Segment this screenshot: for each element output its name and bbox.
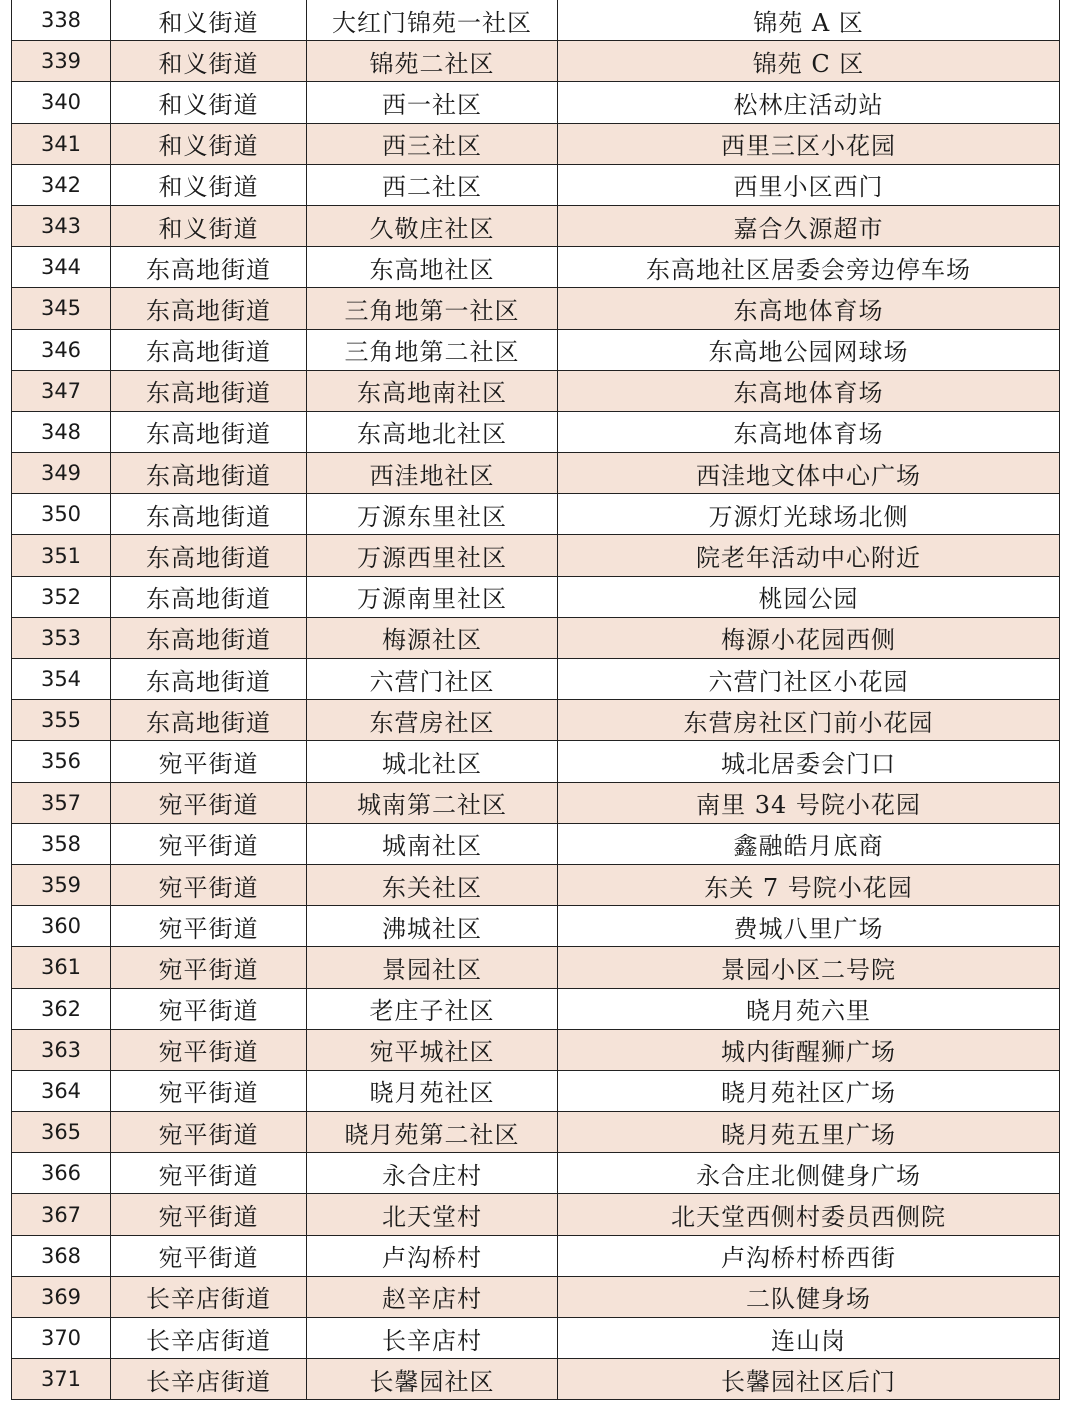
street-cell: 宛平街道 (111, 1194, 307, 1235)
community-cell: 万源东里社区 (307, 494, 558, 535)
community-cell: 锦苑二社区 (307, 41, 558, 82)
testing-sites-table-container (11, 0, 1059, 1400)
street-cell: 东高地街道 (111, 576, 307, 617)
community-cell: 宛平城社区 (307, 1029, 558, 1070)
table-row (12, 247, 1060, 288)
community-cell: 六营门社区 (307, 659, 558, 700)
row-number-cell: 349 (12, 453, 111, 494)
street-cell: 宛平街道 (111, 1235, 307, 1276)
community-cell: 沸城社区 (307, 906, 558, 947)
location-cell: 东高地体育场 (558, 370, 1060, 411)
street-cell: 东高地街道 (111, 329, 307, 370)
row-number-cell: 346 (12, 329, 111, 370)
community-cell: 长馨园社区 (307, 1359, 558, 1400)
row-number-cell: 343 (12, 205, 111, 246)
community-cell: 赵辛店村 (307, 1276, 558, 1317)
row-number-cell: 354 (12, 659, 111, 700)
location-cell: 万源灯光球场北侧 (558, 494, 1060, 535)
street-cell: 东高地街道 (111, 659, 307, 700)
table-row (12, 1276, 1060, 1317)
street-cell: 宛平街道 (111, 1153, 307, 1194)
table-row (12, 535, 1060, 576)
street-cell: 和义街道 (111, 0, 307, 41)
table-row (12, 453, 1060, 494)
table-row (12, 370, 1060, 411)
community-cell: 东关社区 (307, 864, 558, 905)
community-cell: 晓月苑第二社区 (307, 1112, 558, 1153)
street-cell: 宛平街道 (111, 782, 307, 823)
location-cell: 西洼地文体中心广场 (558, 453, 1060, 494)
table-row (12, 1029, 1060, 1070)
table-row (12, 906, 1060, 947)
row-number-cell: 366 (12, 1153, 111, 1194)
street-cell: 东高地街道 (111, 617, 307, 658)
row-number-cell: 347 (12, 370, 111, 411)
table-row (12, 700, 1060, 741)
street-cell: 宛平街道 (111, 864, 307, 905)
street-cell: 宛平街道 (111, 906, 307, 947)
table-row (12, 988, 1060, 1029)
table-row (12, 1318, 1060, 1359)
community-cell: 老庄子社区 (307, 988, 558, 1029)
location-cell: 桃园公园 (558, 576, 1060, 617)
community-cell: 卢沟桥村 (307, 1235, 558, 1276)
street-cell: 宛平街道 (111, 1112, 307, 1153)
row-number-cell: 364 (12, 1070, 111, 1111)
street-cell: 东高地街道 (111, 494, 307, 535)
row-number-cell: 363 (12, 1029, 111, 1070)
table-row (12, 1235, 1060, 1276)
location-cell: 东高地社区居委会旁边停车场 (558, 247, 1060, 288)
community-cell: 久敬庄社区 (307, 205, 558, 246)
table-body (12, 0, 1060, 1400)
community-cell: 景园社区 (307, 947, 558, 988)
testing-sites-table (11, 0, 1060, 1400)
location-cell: 卢沟桥村桥西街 (558, 1235, 1060, 1276)
location-cell: 东高地体育场 (558, 411, 1060, 452)
location-cell: 院老年活动中心附近 (558, 535, 1060, 576)
row-number-cell: 350 (12, 494, 111, 535)
table-row (12, 1070, 1060, 1111)
table-row (12, 947, 1060, 988)
table-row (12, 1194, 1060, 1235)
row-number-cell: 351 (12, 535, 111, 576)
location-cell: 长馨园社区后门 (558, 1359, 1060, 1400)
table-row (12, 659, 1060, 700)
community-cell: 晓月苑社区 (307, 1070, 558, 1111)
location-cell: 西里三区小花园 (558, 123, 1060, 164)
location-cell: 连山岗 (558, 1318, 1060, 1359)
community-cell: 万源西里社区 (307, 535, 558, 576)
location-cell: 东高地公园网球场 (558, 329, 1060, 370)
row-number-cell: 344 (12, 247, 111, 288)
street-cell: 和义街道 (111, 164, 307, 205)
table-row (12, 823, 1060, 864)
row-number-cell: 360 (12, 906, 111, 947)
location-cell: 晓月苑社区广场 (558, 1070, 1060, 1111)
row-number-cell: 367 (12, 1194, 111, 1235)
location-cell: 城内街醒狮广场 (558, 1029, 1060, 1070)
table-row (12, 1112, 1060, 1153)
community-cell: 三角地第二社区 (307, 329, 558, 370)
street-cell: 宛平街道 (111, 823, 307, 864)
row-number-cell: 371 (12, 1359, 111, 1400)
community-cell: 北天堂村 (307, 1194, 558, 1235)
table-row (12, 411, 1060, 452)
community-cell: 城南第二社区 (307, 782, 558, 823)
row-number-cell: 353 (12, 617, 111, 658)
community-cell: 东高地社区 (307, 247, 558, 288)
row-number-cell: 369 (12, 1276, 111, 1317)
row-number-cell: 357 (12, 782, 111, 823)
street-cell: 宛平街道 (111, 1070, 307, 1111)
table-row (12, 329, 1060, 370)
community-cell: 东高地南社区 (307, 370, 558, 411)
row-number-cell: 358 (12, 823, 111, 864)
row-number-cell: 338 (12, 0, 111, 41)
location-cell: 二队健身场 (558, 1276, 1060, 1317)
location-cell: 东高地体育场 (558, 288, 1060, 329)
street-cell: 东高地街道 (111, 288, 307, 329)
street-cell: 东高地街道 (111, 247, 307, 288)
row-number-cell: 339 (12, 41, 111, 82)
row-number-cell: 348 (12, 411, 111, 452)
location-cell: 费城八里广场 (558, 906, 1060, 947)
table-row (12, 494, 1060, 535)
location-cell: 城北居委会门口 (558, 741, 1060, 782)
location-cell: 晓月苑六里 (558, 988, 1060, 1029)
location-cell: 锦苑 A 区 (558, 0, 1060, 41)
location-cell: 南里 34 号院小花园 (558, 782, 1060, 823)
table-row (12, 0, 1060, 41)
location-cell: 北天堂西侧村委员西侧院 (558, 1194, 1060, 1235)
table-row (12, 164, 1060, 205)
table-row (12, 82, 1060, 123)
table-row (12, 123, 1060, 164)
street-cell: 长辛店街道 (111, 1359, 307, 1400)
community-cell: 西一社区 (307, 82, 558, 123)
community-cell: 大红门锦苑一社区 (307, 0, 558, 41)
table-row (12, 576, 1060, 617)
street-cell: 宛平街道 (111, 947, 307, 988)
street-cell: 宛平街道 (111, 1029, 307, 1070)
location-cell: 东关 7 号院小花园 (558, 864, 1060, 905)
street-cell: 东高地街道 (111, 370, 307, 411)
table-row (12, 41, 1060, 82)
community-cell: 梅源社区 (307, 617, 558, 658)
street-cell: 长辛店街道 (111, 1318, 307, 1359)
community-cell: 东高地北社区 (307, 411, 558, 452)
row-number-cell: 342 (12, 164, 111, 205)
location-cell: 梅源小花园西侧 (558, 617, 1060, 658)
row-number-cell: 356 (12, 741, 111, 782)
location-cell: 西里小区西门 (558, 164, 1060, 205)
table-row (12, 1153, 1060, 1194)
community-cell: 万源南里社区 (307, 576, 558, 617)
street-cell: 和义街道 (111, 82, 307, 123)
street-cell: 宛平街道 (111, 741, 307, 782)
table-row (12, 782, 1060, 823)
community-cell: 西三社区 (307, 123, 558, 164)
row-number-cell: 345 (12, 288, 111, 329)
location-cell: 晓月苑五里广场 (558, 1112, 1060, 1153)
row-number-cell: 368 (12, 1235, 111, 1276)
row-number-cell: 359 (12, 864, 111, 905)
community-cell: 永合庄村 (307, 1153, 558, 1194)
row-number-cell: 361 (12, 947, 111, 988)
street-cell: 东高地街道 (111, 411, 307, 452)
community-cell: 城南社区 (307, 823, 558, 864)
table-row (12, 288, 1060, 329)
street-cell: 和义街道 (111, 205, 307, 246)
table-row (12, 1359, 1060, 1400)
street-cell: 和义街道 (111, 123, 307, 164)
community-cell: 西洼地社区 (307, 453, 558, 494)
row-number-cell: 370 (12, 1318, 111, 1359)
row-number-cell: 365 (12, 1112, 111, 1153)
table-row (12, 741, 1060, 782)
location-cell: 嘉合久源超市 (558, 205, 1060, 246)
location-cell: 松林庄活动站 (558, 82, 1060, 123)
row-number-cell: 340 (12, 82, 111, 123)
location-cell: 鑫融皓月底商 (558, 823, 1060, 864)
community-cell: 三角地第一社区 (307, 288, 558, 329)
street-cell: 和义街道 (111, 41, 307, 82)
table-row (12, 864, 1060, 905)
street-cell: 长辛店街道 (111, 1276, 307, 1317)
row-number-cell: 352 (12, 576, 111, 617)
location-cell: 景园小区二号院 (558, 947, 1060, 988)
location-cell: 东营房社区门前小花园 (558, 700, 1060, 741)
row-number-cell: 341 (12, 123, 111, 164)
table-row (12, 205, 1060, 246)
row-number-cell: 355 (12, 700, 111, 741)
community-cell: 东营房社区 (307, 700, 558, 741)
street-cell: 东高地街道 (111, 535, 307, 576)
street-cell: 东高地街道 (111, 700, 307, 741)
street-cell: 东高地街道 (111, 453, 307, 494)
row-number-cell: 362 (12, 988, 111, 1029)
location-cell: 六营门社区小花园 (558, 659, 1060, 700)
community-cell: 城北社区 (307, 741, 558, 782)
location-cell: 永合庄北侧健身广场 (558, 1153, 1060, 1194)
street-cell: 宛平街道 (111, 988, 307, 1029)
community-cell: 西二社区 (307, 164, 558, 205)
community-cell: 长辛店村 (307, 1318, 558, 1359)
table-row (12, 617, 1060, 658)
location-cell: 锦苑 C 区 (558, 41, 1060, 82)
